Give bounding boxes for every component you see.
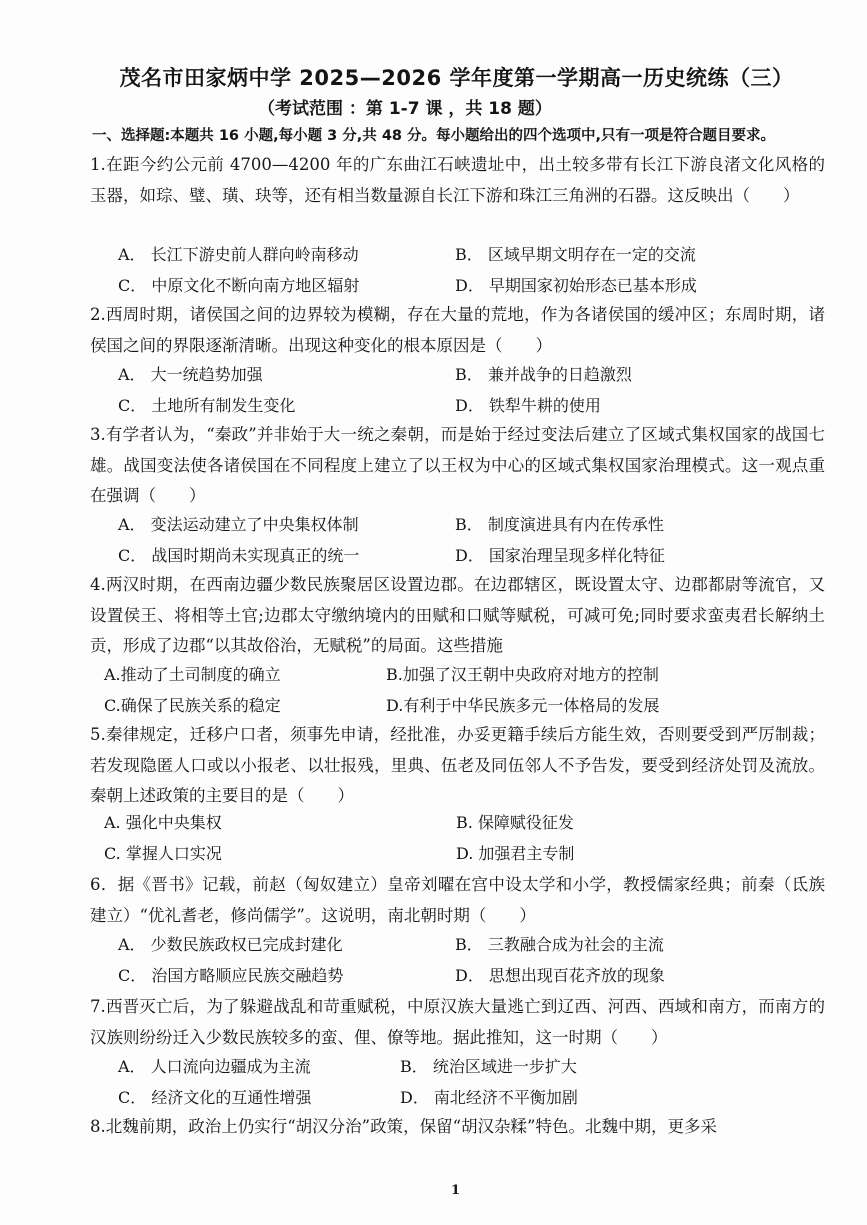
question-4-options bbox=[104, 660, 804, 721]
question-6-stem: 6．据《晋书》记载，前赵（匈奴建立）皇帝刘曜在宫中设太学和小学，教授儒家经典；前秦（氐族建立）“优礼耆老，修尚儒学”。这说明，南北朝时期（ ） bbox=[90, 875, 825, 925]
exam-scope: （考试范围 ：第 1-7 课 ，共 18 题） bbox=[258, 99, 552, 119]
question-2-stem: 2.西周时期，诸侯国之间的边界较为模糊，存在大量的荒地，作为各诸侯国的缓冲区；东周时期，诸侯国之间的界限逐渐清晰。出现这种变化的根本原因是（ ） bbox=[90, 305, 825, 355]
option-a: A． 变法运动建立了中央集权体制 bbox=[118, 515, 359, 534]
option-c: C. 掌握人口实况 bbox=[104, 843, 222, 863]
option-d: D. 加强君主专制 bbox=[456, 843, 575, 863]
page-title: 茂名市田家炳中学 2025—2026 学年度第一学期高一历史统练（三） bbox=[119, 66, 794, 90]
option-a: A． 长江下游史前人群向岭南移动 bbox=[118, 245, 359, 264]
option-d: D． 国家治理呈现多样化特征 bbox=[455, 545, 665, 565]
question-8-stem: 8.北魏前期，政治上仍实行“胡汉分治”政策，保留“胡汉杂糅”特色。北魏中期，更多采 bbox=[90, 1117, 717, 1136]
option-a: A． 少数民族政权已完成封建化 bbox=[118, 935, 343, 954]
option-d: D． 早期国家初始形态已基本形成 bbox=[455, 275, 697, 295]
option-d: D． 铁犁牛耕的使用 bbox=[455, 395, 601, 415]
question-6-options bbox=[118, 930, 818, 991]
option-d: D． 南北经济不平衡加剧 bbox=[400, 1087, 578, 1107]
option-b: B. 保障赋役征发 bbox=[456, 813, 574, 832]
option-b: B． 区域早期文明存在一定的交流 bbox=[455, 245, 696, 264]
section-heading: 一、选择题:本题共 16 小题,每小题 3 分,共 48 分。每小题给出的四个选项中,只有一项是符合题目要求。 bbox=[92, 128, 776, 144]
option-d: D． 思想出现百花齐放的现象 bbox=[455, 965, 665, 985]
option-b: B.加强了汉王朝中央政府对地方的控制 bbox=[386, 665, 659, 684]
question-7-stem: 7.西晋灭亡后，为了躲避战乱和苛重赋税，中原汉族大量逃亡到辽西、河西、西域和南方，而南方的汉族则纷纷迁入少数民族较多的蛮、俚、僚等地。据此推知，这一时期（ ） bbox=[90, 997, 825, 1047]
question-7-options bbox=[118, 1052, 818, 1113]
question-5-stem: 5.秦律规定，迁移户口者，须事先申请，经批准，办妥更籍手续后方能生效，否则要受到严厉制裁；若发现隐匿人口或以小报老、以壮报残，里典、伍老及同伍邻人不予告发，要受到经济处罚及流放。秦朝上述政策的主要目的是（ ） bbox=[90, 725, 825, 805]
option-b: B． 三教融合成为社会的主流 bbox=[455, 935, 664, 954]
option-a: A.推动了土司制度的确立 bbox=[104, 665, 281, 684]
option-b: B． 兼并战争的日趋激烈 bbox=[455, 365, 632, 384]
option-b: B． 统治区域进一步扩大 bbox=[400, 1057, 577, 1076]
question-5-options bbox=[104, 808, 804, 869]
question-3-options bbox=[118, 510, 818, 571]
option-c: C． 经济文化的互通性增强 bbox=[118, 1087, 312, 1107]
question-2-options bbox=[118, 360, 818, 421]
question-4-stem: 4.两汉时期，在西南边疆少数民族聚居区设置边郡。在边郡辖区，既设置太守、边郡都尉等流官，又设置侯王、将相等土官;边郡太守缴纳境内的田赋和口赋等赋税，可减可免;同时要求蛮夷君长解纳土贡，形成了边郡“以其故俗治，无赋税”的局面。这些措施 bbox=[90, 575, 825, 655]
question-1-stem: 1.在距今约公元前 4700—4200 年的广东曲江石峡遗址中，出土较多带有长江下游良渚文化风格的玉器，如琮、璧、璜、玦等，还有相当数量源自长江下游和珠江三角洲的石器。这反映出（ ） bbox=[90, 155, 825, 205]
option-c: C． 治国方略顺应民族交融趋势 bbox=[118, 965, 344, 985]
question-1-options bbox=[118, 240, 818, 301]
option-c: C.确保了民族关系的稳定 bbox=[104, 695, 281, 715]
option-a: A． 人口流向边疆成为主流 bbox=[118, 1057, 311, 1076]
option-b: B． 制度演进具有内在传承性 bbox=[455, 515, 664, 534]
option-c: C． 土地所有制发生变化 bbox=[118, 395, 296, 415]
option-a: A． 大一统趋势加强 bbox=[118, 365, 263, 384]
question-3-stem: 3.有学者认为，“秦政”并非始于大一统之秦朝，而是始于经过变法后建立了区域式集权国家的战国七雄。战国变法使各诸侯国在不同程度上建立了以王权为中心的区域式集权国家治理模式。这一观点重在强调（ ） bbox=[90, 425, 825, 505]
option-d: D.有利于中华民族多元一体格局的发展 bbox=[386, 695, 660, 715]
option-c: C． 中原文化不断向南方地区辐射 bbox=[118, 275, 360, 295]
option-a: A. 强化中央集权 bbox=[104, 813, 222, 832]
page-number: 1 bbox=[451, 1183, 461, 1198]
option-c: C． 战国时期尚未实现真正的统一 bbox=[118, 545, 360, 565]
